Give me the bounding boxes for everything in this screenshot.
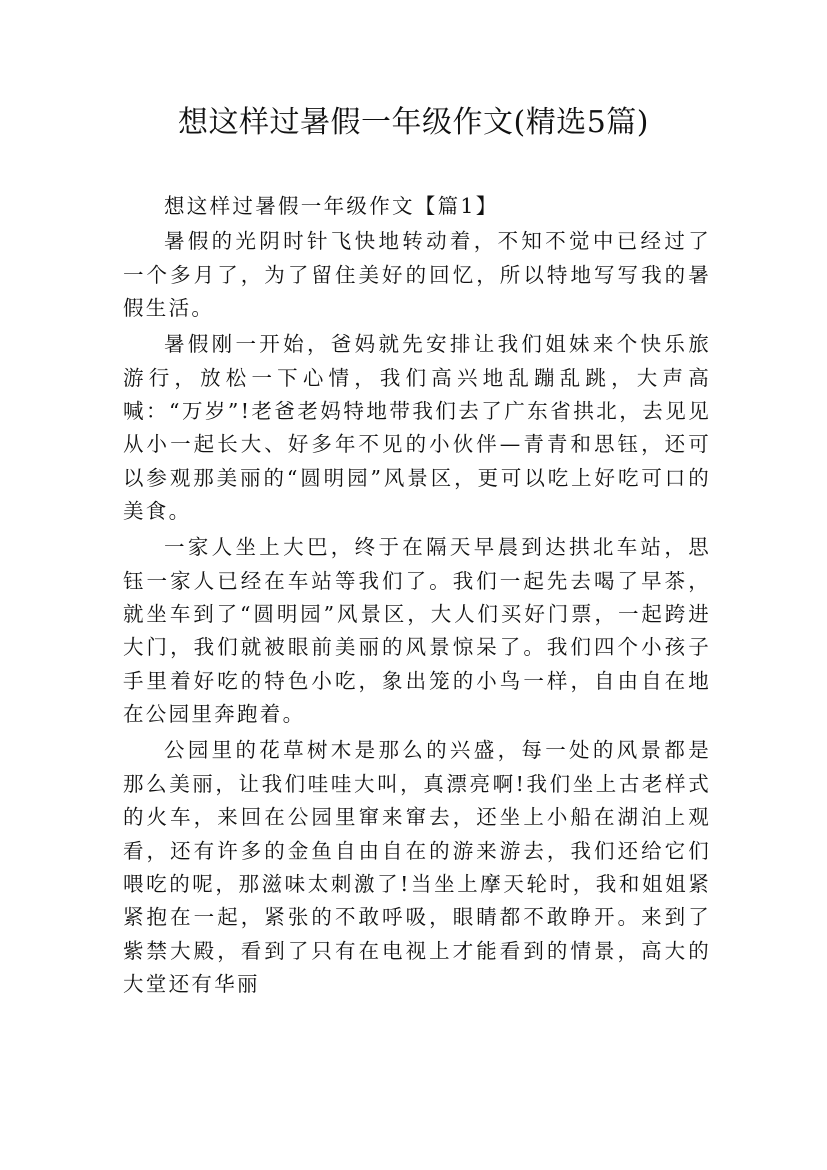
document-body <box>123 190 711 1004</box>
section-heading: 想这样过暑假一年级作文【篇1】 <box>164 194 499 218</box>
paragraph-3: 一家人坐上大巴，终于在隔天早晨到达拱北车站，思钰一家人已经在车站等我们了。我们一起先去喝了早茶，就坐车到了“圆明园”风景区，大人们买好门票，一起跨进大门，我们就被眼前美丽的风景惊呆了。我们四个小孩子手里着好吃的特色小吃，象出笼的小鸟一样，自由自在地在公园里奔跑着。 <box>123 535 711 727</box>
paragraph-2: 暑假刚一开始，爸妈就先安排让我们姐妹来个快乐旅游行，放松一下心情，我们高兴地乱蹦乱跳，大声高喊：“万岁”!老爸老妈特地带我们去了广东省拱北，去见见从小一起长大、好多年不见的小伙伴—青青和思钰，还可以参观那美丽的“圆明园”风景区，更可以吃上好吃可口的美食。 <box>123 332 711 524</box>
document-title: 想这样过暑假一年级作文(精选5篇) <box>178 105 649 140</box>
paragraph-1: 暑假的光阴时针飞快地转动着，不知不觉中已经过了一个多月了，为了留住美好的回忆，所以特地写写我的暑假生活。 <box>123 229 711 321</box>
paragraph-4: 公园里的花草树木是那么的兴盛，每一处的风景都是那么美丽，让我们哇哇大叫，真漂亮啊!我们坐上古老样式的火车，来回在公园里窜来窜去，还坐上小船在湖泊上观看，还有许多的金鱼自由自在的游来游去，我们还给它们喂吃的呢，那滋味太刺激了!当坐上摩天轮时，我和姐姐紧紧抱在一起，紧张的不敢呼吸，眼睛都不敢睁开。来到了紫禁大殿，看到了只有在电视上才能看到的情景，高大的大堂还有华丽 <box>123 738 711 997</box>
